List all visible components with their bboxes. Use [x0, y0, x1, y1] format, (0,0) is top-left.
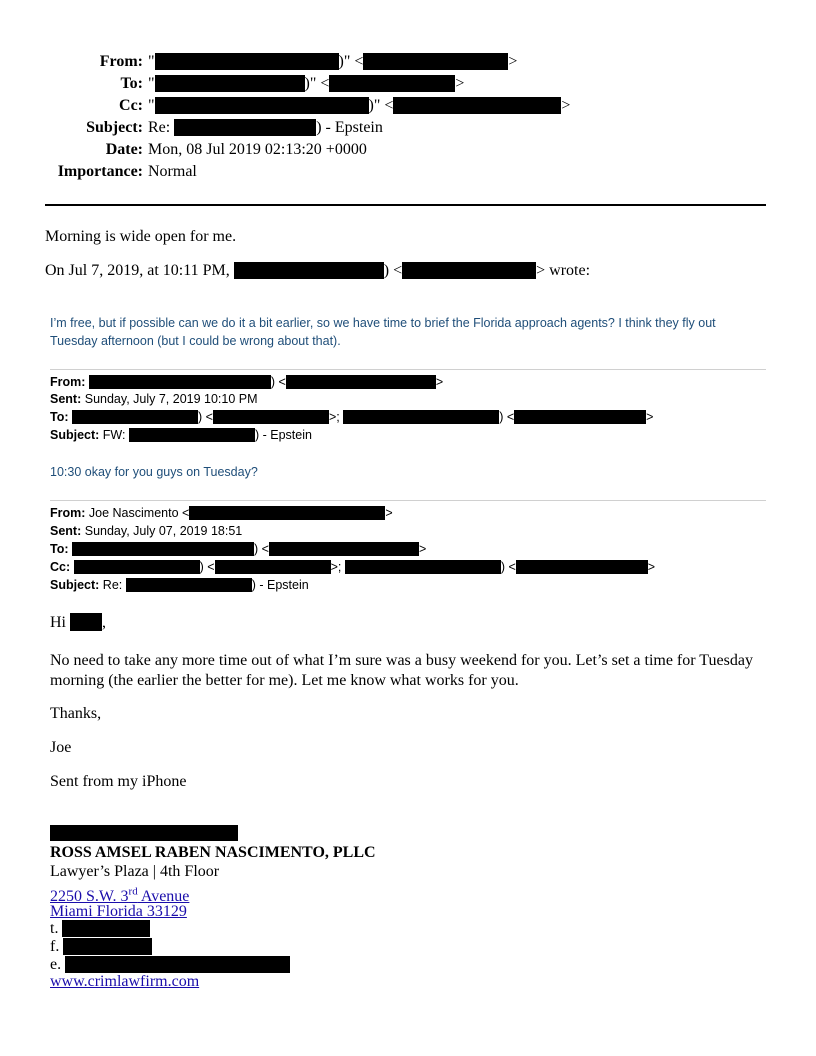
- importance-label: Importance:: [57, 163, 143, 180]
- header-subject-row: [0, 119, 816, 141]
- subject-value: [148, 119, 383, 137]
- redaction: [363, 53, 508, 70]
- to-label: To:: [120, 75, 143, 92]
- greeting: Hi: [50, 614, 66, 631]
- fwd1-from-label: From:: [50, 375, 86, 389]
- fwd1-from-row: From: ) < >: [50, 375, 444, 389]
- redaction: [62, 920, 150, 937]
- fwd1-to-row: To: ) < >; ) < >: [50, 410, 654, 424]
- cc-label: Cc:: [119, 97, 143, 114]
- redaction: [213, 410, 329, 424]
- forward-divider: [50, 369, 766, 370]
- redaction: [514, 410, 646, 424]
- fwd2-from-name: Joe Nascimento <: [88, 506, 190, 520]
- subject-prefix: Re:: [148, 119, 171, 136]
- subject-label: Subject:: [86, 119, 143, 136]
- fwd2-subject-row: [50, 576, 309, 594]
- fwd2-from-label: From:: [50, 506, 86, 520]
- redaction: [269, 542, 419, 556]
- forward-divider-2: [50, 500, 766, 501]
- on-suffix: wrote:: [549, 262, 591, 279]
- redaction: [345, 560, 501, 574]
- fwd1-subject-suffix: ) - Epstein: [254, 428, 312, 442]
- redaction: [189, 506, 385, 520]
- quoted-message: I’m free, but if possible can we do it a bit earlier, so we have time to brief the Florida approach agents? I think they fly out Tuesday afternoon (but I could be wrong about that).: [50, 316, 716, 348]
- redaction: [343, 410, 499, 424]
- address-link[interactable]: 2250 S.W. 3rd Avenue: [50, 886, 190, 906]
- sent-from-line: Sent from my iPhone: [50, 773, 187, 790]
- redaction: [516, 560, 648, 574]
- redaction: [329, 75, 455, 92]
- redaction: [215, 560, 331, 574]
- redaction: [72, 542, 254, 556]
- fwd2-sent-value: Sunday, July 07, 2019 18:51: [84, 524, 243, 538]
- greeting-line: Hi ,: [50, 614, 106, 631]
- header-importance-row: [0, 163, 816, 185]
- fwd2-from-row: From: Joe Nascimento < >: [50, 506, 393, 520]
- header-divider: [45, 204, 766, 206]
- to-value: " )" < >: [148, 75, 465, 92]
- redaction: [155, 75, 305, 92]
- from-label: From:: [99, 53, 143, 70]
- date-value: Mon, 08 Jul 2019 02:13:20 +0000: [148, 141, 367, 158]
- on-wrote-line: On Jul 7, 2019, at 10:11 PM, ) < > wrote:: [45, 262, 591, 279]
- firm-name: ROSS AMSEL RABEN NASCIMENTO, PLLC: [50, 844, 376, 861]
- redaction: [74, 560, 200, 574]
- fwd1-to-label: To:: [50, 410, 69, 424]
- redaction: [174, 119, 316, 136]
- redaction: [72, 410, 198, 424]
- fwd2-to-row: To: ) < >: [50, 542, 427, 556]
- redaction: [89, 375, 271, 389]
- header-cc-row: [0, 97, 816, 119]
- header-to-row: [0, 75, 816, 97]
- redaction: [393, 97, 561, 114]
- fwd1-sent-row: [50, 390, 258, 408]
- fwd1-subject-prefix: FW:: [102, 428, 126, 442]
- email-label: e.: [50, 956, 62, 973]
- phone-label: t.: [50, 920, 59, 937]
- fwd1-subject-label: Subject:: [50, 428, 100, 442]
- on-prefix: On Jul 7, 2019, at 10:11 PM,: [45, 262, 230, 279]
- redaction: [286, 375, 436, 389]
- redaction: [129, 428, 255, 442]
- fwd2-subject-label: Subject:: [50, 578, 100, 592]
- office-line: Lawyer’s Plaza | 4th Floor: [50, 863, 220, 880]
- phone-line: [50, 919, 150, 939]
- fwd2-cc-row: Cc: ) < >; ) < >: [50, 560, 656, 574]
- redaction: [155, 53, 339, 70]
- website-link[interactable]: www.crimlawfirm.com: [50, 973, 200, 990]
- redaction: [65, 956, 290, 973]
- redaction: [63, 938, 152, 955]
- fwd2-to-label: To:: [50, 542, 69, 556]
- fwd1-subject-row: [50, 426, 312, 444]
- cc-value: " )" < >: [148, 97, 571, 114]
- fwd1-sent-label: Sent:: [50, 392, 82, 406]
- thanks-line: Thanks,: [50, 705, 102, 722]
- subject-suffix: ) - Epstein: [316, 119, 383, 136]
- header-date-row: [0, 141, 816, 163]
- fax-line: [50, 937, 152, 957]
- redaction: [70, 613, 102, 631]
- header-from-row: [0, 53, 816, 75]
- date-label: Date:: [105, 141, 143, 158]
- fwd1-sent-value: Sunday, July 7, 2019 10:10 PM: [84, 392, 258, 406]
- redaction: [402, 262, 536, 279]
- from-value: " )" < >: [148, 53, 518, 70]
- fwd2-subject-prefix: Re:: [102, 578, 123, 592]
- fwd2-sent-row: [50, 522, 242, 540]
- fax-label: f.: [50, 938, 60, 955]
- redaction: [50, 825, 238, 841]
- city-link[interactable]: Miami Florida 33129: [50, 903, 187, 920]
- redaction: [126, 578, 252, 592]
- redaction: [234, 262, 384, 279]
- reply-line: Morning is wide open for me.: [45, 228, 237, 245]
- letter-paragraph: No need to take any more time out of what I’m sure was a busy weekend for you. Let’s set a time for Tuesday morning (the earlier the better for me). Let me know what works for you.: [50, 652, 753, 689]
- sender-name: Joe: [50, 739, 72, 756]
- fwd2-cc-label: Cc:: [50, 560, 71, 574]
- importance-value: Normal: [148, 163, 197, 180]
- fwd2-sent-label: Sent:: [50, 524, 82, 538]
- fwd2-subject-suffix: ) - Epstein: [251, 578, 309, 592]
- redaction: [155, 97, 369, 114]
- fwd1-message: 10:30 okay for you guys on Tuesday?: [50, 465, 258, 479]
- website-line: [50, 972, 199, 992]
